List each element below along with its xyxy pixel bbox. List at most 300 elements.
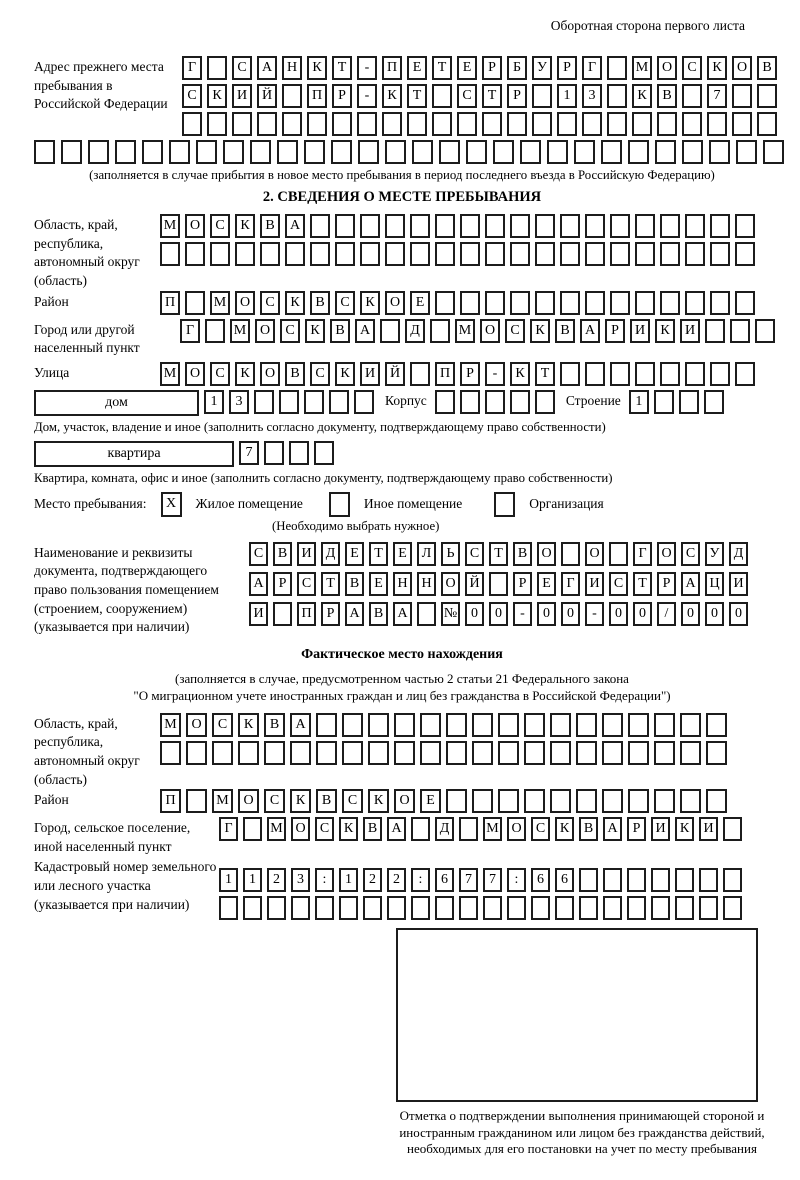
char-box (685, 214, 705, 238)
page-header-note: Оборотная сторона первого листа (550, 18, 745, 33)
char-box: К (339, 817, 358, 841)
char-box (524, 741, 545, 765)
char-box (660, 291, 680, 315)
char-box (430, 319, 450, 343)
char-box: 0 (489, 602, 508, 626)
char-box (207, 112, 227, 136)
char-box (435, 896, 454, 920)
char-box (331, 140, 352, 164)
char-box: П (382, 56, 402, 80)
document-row-1 (249, 542, 753, 566)
rayon-row (160, 291, 760, 315)
char-box: М (483, 817, 502, 841)
char-box (763, 140, 784, 164)
char-box: В (369, 602, 388, 626)
char-box (524, 713, 545, 737)
char-box (706, 713, 727, 737)
char-box (532, 112, 552, 136)
oblast-label: Область, край, республика, автономный округ (область) (34, 217, 140, 288)
char-box: Р (657, 572, 676, 596)
gorod-label: Город или другой населенный пункт (34, 321, 140, 356)
char-box (603, 868, 622, 892)
char-box: С (342, 789, 363, 813)
char-box (169, 140, 190, 164)
char-box (675, 868, 694, 892)
char-box: В (345, 572, 364, 596)
char-box (316, 741, 337, 765)
char-box (304, 390, 324, 414)
kvartira-field-box: квартира (34, 441, 234, 467)
char-box (310, 214, 330, 238)
char-box: П (307, 84, 327, 108)
char-box: С (212, 713, 233, 737)
char-box (510, 242, 530, 266)
char-box (607, 112, 627, 136)
char-box: 1 (339, 868, 358, 892)
checkbox-zhiloe: X (161, 492, 182, 517)
char-box: С (682, 56, 702, 80)
char-box: У (532, 56, 552, 80)
char-box: О (235, 291, 255, 315)
char-box (635, 242, 655, 266)
char-box: С (264, 789, 285, 813)
char-box (654, 741, 675, 765)
char-box: Ь (441, 542, 460, 566)
char-box (420, 741, 441, 765)
stroenie-row (629, 390, 729, 414)
char-box: И (360, 362, 380, 386)
char-box (628, 713, 649, 737)
char-box: О (186, 713, 207, 737)
char-box (535, 390, 555, 414)
char-box: А (345, 602, 364, 626)
char-box: П (297, 602, 316, 626)
char-box: И (699, 817, 718, 841)
char-box: Й (465, 572, 484, 596)
char-box (602, 789, 623, 813)
char-box: К (335, 362, 355, 386)
char-box (560, 362, 580, 386)
char-box: О (480, 319, 500, 343)
korpus-row (435, 390, 560, 414)
char-box (472, 713, 493, 737)
char-box (410, 214, 430, 238)
char-box (232, 112, 252, 136)
char-box (610, 362, 630, 386)
char-box (607, 56, 627, 80)
char-box (682, 140, 703, 164)
char-box (755, 319, 775, 343)
char-box: В (513, 542, 532, 566)
char-box: Т (332, 56, 352, 80)
char-box (457, 112, 477, 136)
char-box: О (537, 542, 556, 566)
char-box: С (280, 319, 300, 343)
char-box (654, 390, 674, 414)
oblast-row-2 (160, 242, 760, 266)
char-box: В (555, 319, 575, 343)
char-box (196, 140, 217, 164)
char-box: С (531, 817, 550, 841)
char-box (342, 741, 363, 765)
char-box: Е (393, 542, 412, 566)
kadastr-row-2 (219, 896, 747, 920)
char-box: О (507, 817, 526, 841)
mesto-block (34, 492, 770, 517)
char-box (635, 291, 655, 315)
char-box: В (757, 56, 777, 80)
char-box: 7 (239, 441, 259, 465)
char-box: - (513, 602, 532, 626)
char-box (289, 441, 309, 465)
char-box (273, 602, 292, 626)
char-box (282, 84, 302, 108)
char-box (560, 291, 580, 315)
char-box (651, 896, 670, 920)
char-box (354, 390, 374, 414)
char-box (472, 789, 493, 813)
char-box: 6 (435, 868, 454, 892)
prev-address-block (34, 56, 770, 140)
char-box: Т (432, 56, 452, 80)
char-box: 3 (229, 390, 249, 414)
char-box: В (316, 789, 337, 813)
char-box (342, 713, 363, 737)
char-box: О (185, 214, 205, 238)
char-box: С (249, 542, 268, 566)
mesto-label: Место пребывания: (34, 496, 147, 512)
fact-rayon-label: Район (34, 792, 69, 808)
char-box: 0 (465, 602, 484, 626)
char-box (685, 362, 705, 386)
char-box (535, 291, 555, 315)
char-box (394, 741, 415, 765)
char-box: - (485, 362, 505, 386)
char-box: : (315, 868, 334, 892)
char-box (460, 242, 480, 266)
gorod-block (34, 319, 770, 358)
char-box: 1 (243, 868, 262, 892)
char-box: И (680, 319, 700, 343)
char-box (432, 112, 452, 136)
char-box (235, 242, 255, 266)
char-box: 1 (557, 84, 577, 108)
char-box: В (657, 84, 677, 108)
char-box (574, 140, 595, 164)
char-box (254, 390, 274, 414)
char-box (710, 214, 730, 238)
char-box: В (363, 817, 382, 841)
char-box (264, 441, 284, 465)
fact-note-line-2: "О миграционном учете иностранных граждан и лиц без гражданства в Российской Федерации") (133, 687, 671, 703)
organizatsiya-label: Организация (529, 496, 604, 512)
document-label: Наименование и реквизиты документа, подтверждающего право пользования помещением (строением, сооружением) (указывается при наличии) (34, 544, 219, 635)
char-box (264, 741, 285, 765)
fact-note (34, 671, 770, 705)
char-box (723, 896, 742, 920)
char-box (557, 112, 577, 136)
prev-address-row-1 (182, 56, 782, 80)
char-box (735, 362, 755, 386)
char-box (160, 242, 180, 266)
char-box: К (368, 789, 389, 813)
char-box: 0 (633, 602, 652, 626)
char-box (185, 242, 205, 266)
char-box (510, 214, 530, 238)
stamp-area (396, 928, 758, 1102)
char-box (394, 713, 415, 737)
char-box: К (307, 56, 327, 80)
char-box: М (212, 789, 233, 813)
korpus-label: Корпус (385, 392, 427, 408)
char-box (610, 214, 630, 238)
char-box: Т (535, 362, 555, 386)
fact-gorod-row (219, 817, 747, 841)
char-box: О (260, 362, 280, 386)
char-box (387, 896, 406, 920)
char-box: К (305, 319, 325, 343)
mesto-caption: (Необходимо выбрать нужное) (272, 518, 440, 533)
char-box: / (657, 602, 676, 626)
char-box (710, 242, 730, 266)
char-box: М (160, 713, 181, 737)
char-box: 2 (363, 868, 382, 892)
char-box (507, 896, 526, 920)
char-box (524, 789, 545, 813)
dom-field-box: дом (34, 390, 199, 416)
char-box (498, 713, 519, 737)
char-box (635, 214, 655, 238)
char-box (560, 242, 580, 266)
char-box (498, 789, 519, 813)
char-box: Т (633, 572, 652, 596)
char-box (385, 140, 406, 164)
char-box (485, 214, 505, 238)
char-box (657, 112, 677, 136)
char-box: С (232, 56, 252, 80)
char-box (282, 112, 302, 136)
char-box (460, 214, 480, 238)
char-box (432, 84, 452, 108)
char-box (706, 789, 727, 813)
char-box (290, 741, 311, 765)
char-box: : (507, 868, 526, 892)
char-box (316, 713, 337, 737)
char-box: Т (489, 542, 508, 566)
char-box (699, 868, 718, 892)
fact-note-line-1: (заполняется в случае, предусмотренном частью 2 статьи 21 Федерального закона (175, 670, 629, 686)
char-box: Г (561, 572, 580, 596)
char-box (339, 896, 358, 920)
char-box (660, 362, 680, 386)
char-box (407, 112, 427, 136)
char-box (555, 896, 574, 920)
char-box (535, 242, 555, 266)
char-box: Р (513, 572, 532, 596)
zhiloe-label: Жилое помещение (195, 496, 303, 512)
char-box: - (585, 602, 604, 626)
char-box (417, 602, 436, 626)
prev-address-caption: (заполняется в случае прибытия в новое место пребывания в период последнего въезда в Российскую Федерацию) (89, 168, 715, 182)
prev-address-row-3 (182, 112, 782, 136)
char-box (531, 896, 550, 920)
char-box (380, 319, 400, 343)
char-box (707, 112, 727, 136)
char-box (277, 140, 298, 164)
char-box (238, 741, 259, 765)
char-box: Т (321, 572, 340, 596)
char-box: И (249, 602, 268, 626)
char-box (385, 214, 405, 238)
char-box: О (441, 572, 460, 596)
char-box: 6 (555, 868, 574, 892)
char-box: О (291, 817, 310, 841)
char-box (610, 242, 630, 266)
char-box (682, 112, 702, 136)
char-box: Е (410, 291, 430, 315)
char-box (357, 112, 377, 136)
char-box: Т (369, 542, 388, 566)
char-box (732, 84, 752, 108)
fact-gorod-label: Город, сельское поселение, иной населенный пункт (34, 820, 191, 854)
char-box (186, 741, 207, 765)
char-box (582, 112, 602, 136)
document-block (34, 542, 770, 637)
char-box: Г (582, 56, 602, 80)
char-box (267, 896, 286, 920)
char-box: О (238, 789, 259, 813)
char-box (757, 84, 777, 108)
char-box (435, 214, 455, 238)
prev-address-row-2 (182, 84, 782, 108)
char-box (660, 214, 680, 238)
char-box (535, 214, 555, 238)
char-box: № (441, 602, 460, 626)
char-box (335, 214, 355, 238)
char-box: 7 (707, 84, 727, 108)
char-box (210, 242, 230, 266)
char-box: Й (385, 362, 405, 386)
char-box: К (382, 84, 402, 108)
char-box: 1 (204, 390, 224, 414)
char-box (285, 242, 305, 266)
char-box: С (609, 572, 628, 596)
char-box (651, 868, 670, 892)
char-box (160, 741, 181, 765)
char-box: - (357, 56, 377, 80)
char-box (368, 741, 389, 765)
fact-rayon-block (34, 789, 770, 817)
char-box (411, 896, 430, 920)
fact-oblast-block (34, 713, 770, 790)
char-box: И (232, 84, 252, 108)
char-box (532, 84, 552, 108)
char-box: Н (417, 572, 436, 596)
char-box (627, 896, 646, 920)
oblast-block (34, 214, 770, 291)
char-box: К (235, 214, 255, 238)
char-box (680, 713, 701, 737)
char-box (585, 214, 605, 238)
char-box: Е (537, 572, 556, 596)
char-box: И (630, 319, 650, 343)
char-box (547, 140, 568, 164)
inoe-label: Иное помещение (363, 496, 463, 512)
char-box (439, 140, 460, 164)
char-box: Р (321, 602, 340, 626)
kadastr-rows (219, 856, 747, 924)
char-box (420, 713, 441, 737)
prev-address-rows (182, 56, 782, 140)
fact-gorod-block (34, 817, 770, 856)
char-box: М (160, 362, 180, 386)
char-box (498, 741, 519, 765)
char-box (459, 896, 478, 920)
char-box: В (285, 362, 305, 386)
char-box: Р (557, 56, 577, 80)
char-box: В (330, 319, 350, 343)
char-box (435, 390, 455, 414)
fact-rayon-row (160, 789, 732, 813)
prev-address-row-4 (34, 140, 770, 164)
char-box: О (255, 319, 275, 343)
char-box: Е (345, 542, 364, 566)
char-box (411, 817, 430, 841)
char-box: С (182, 84, 202, 108)
char-box (115, 140, 136, 164)
char-box: И (585, 572, 604, 596)
char-box: К (235, 362, 255, 386)
char-box: О (732, 56, 752, 80)
char-box: Д (405, 319, 425, 343)
char-box: К (510, 362, 530, 386)
char-box (675, 896, 694, 920)
char-box (385, 242, 405, 266)
char-box: Е (420, 789, 441, 813)
fact-oblast-label: Область, край, республика, автономный округ (область) (34, 715, 140, 787)
char-box: Ц (705, 572, 724, 596)
checkbox-organizatsiya (494, 492, 515, 517)
char-box (655, 140, 676, 164)
char-box (660, 242, 680, 266)
char-box: Л (417, 542, 436, 566)
char-box: 0 (729, 602, 748, 626)
char-box (585, 291, 605, 315)
char-box (550, 741, 571, 765)
char-box: 7 (459, 868, 478, 892)
char-box: А (681, 572, 700, 596)
char-box (61, 140, 82, 164)
oblast-rows (160, 214, 760, 270)
char-box: - (357, 84, 377, 108)
char-box (579, 896, 598, 920)
char-box: С (681, 542, 700, 566)
char-box (682, 84, 702, 108)
char-box (510, 390, 530, 414)
char-box: А (393, 602, 412, 626)
char-box (579, 868, 598, 892)
fact-oblast-row-2 (160, 741, 732, 765)
char-box (601, 140, 622, 164)
char-box (485, 390, 505, 414)
char-box: И (729, 572, 748, 596)
char-box (243, 817, 262, 841)
fact-oblast-row-1 (160, 713, 732, 737)
char-box (699, 896, 718, 920)
char-box (735, 242, 755, 266)
char-box (723, 817, 742, 841)
char-box: 1 (219, 868, 238, 892)
